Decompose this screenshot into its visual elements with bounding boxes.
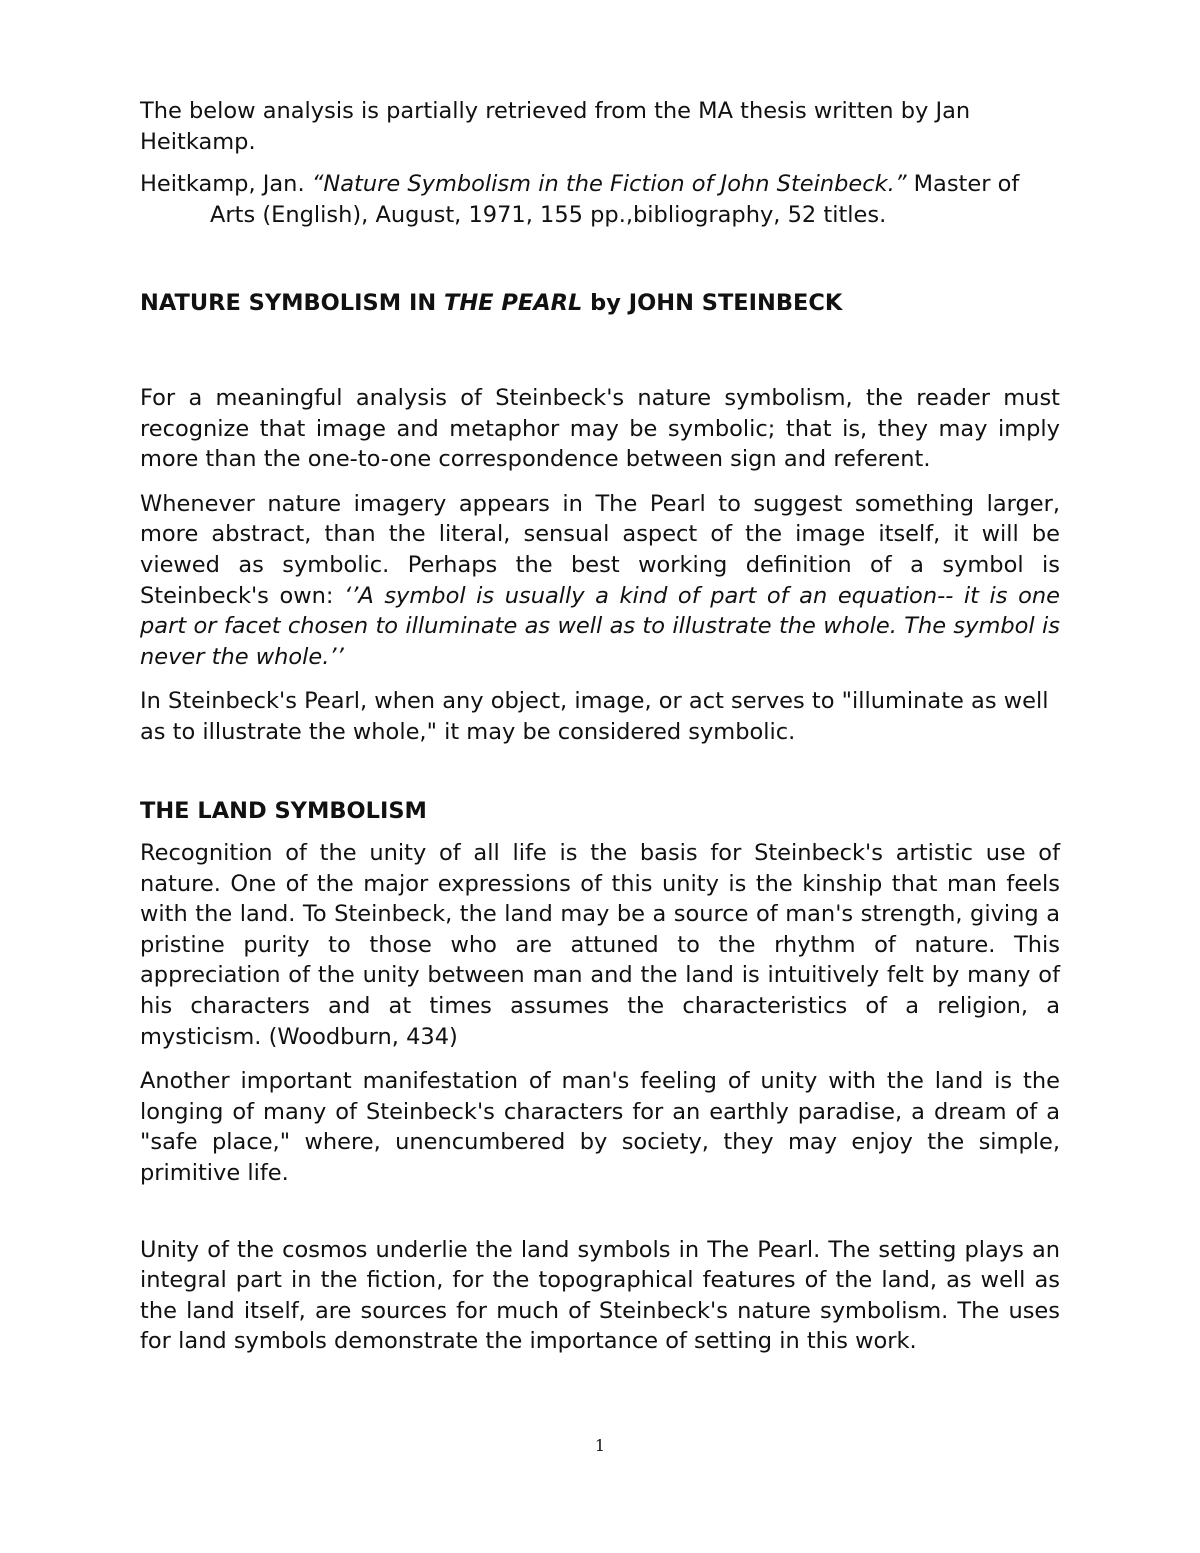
main-heading-book-title: THE PEARL bbox=[443, 290, 583, 317]
land-paragraph-2: Another important manifestation of man's feeling of unity with the land is the longing of many of Steinbeck's characters for an earthly paradise, a dream of a "safe place," where, unencumbered by society, they may enjoy the simple, primitive life. bbox=[140, 1068, 1060, 1187]
main-heading-prefix: NATURE SYMBOLISM IN bbox=[140, 290, 444, 317]
main-heading bbox=[140, 288, 1060, 319]
intro-paragraph: The below analysis is partially retrieved from the MA thesis written by Jan Heitkamp. bbox=[140, 98, 971, 155]
document-page bbox=[140, 96, 1060, 1357]
body-paragraph-2 bbox=[140, 489, 1060, 673]
steinbeck-quote: ‘’A symbol is usually a kind of part of an equation-- it is one part or facet chosen to illuminate as well as to illustrate the whole. The symbol is never the whole.’’ bbox=[140, 582, 1060, 670]
body-paragraph-3: In Steinbeck's Pearl, when any object, image, or act serves to "illuminate as well as to illustrate the whole," it may be considered symbolic. bbox=[140, 688, 1049, 745]
body-paragraph-1: For a meaningful analysis of Steinbeck's nature symbolism, the reader must recognize that image and metaphor may be symbolic; that is, they may imply more than the one-to-one correspondence between sign and referent. bbox=[140, 384, 1060, 473]
citation-details: Master of Arts (English), August, 1971, 155 pp.,bibliography, 52 titles. bbox=[210, 171, 1020, 228]
main-heading-suffix: by JOHN STEINBECK bbox=[582, 290, 843, 317]
body-paragraph-2-lead: Whenever nature imagery appears in The Pearl to suggest something larger, more abstract, than the literal, sensual aspect of the image itself, it will be viewed as symbolic. Perhaps the best working definition of a symbol is Steinbeck's own: bbox=[140, 490, 1060, 609]
land-paragraph-1: Recognition of the unity of all life is the basis for Steinbeck's artistic use of nature. One of the major expressions of this unity is the kinship that man feels with the land. To Steinbeck, the land may be a source of man's strength, giving a pristine purity to those who are attuned to the rhythm of nature. This appreciation of the unity between man and the land is intuitively felt by many of his characters and at times assumes the characteristics of a religion, a mysticism. (Woodburn, 434) bbox=[140, 840, 1060, 1050]
land-paragraph-3: Unity of the cosmos underlie the land symbols in The Pearl. The setting plays an integral part in the fiction, for the topographical features of the land, as well as the land itself, are sources for much of Steinbeck's nature symbolism. The uses for land symbols demonstrate the importance of setting in this work. bbox=[140, 1236, 1060, 1355]
citation-author: Heitkamp, Jan. bbox=[140, 171, 312, 198]
thesis-citation bbox=[140, 169, 1060, 230]
land-symbolism-heading: THE LAND SYMBOLISM bbox=[140, 797, 427, 824]
page-number: 1 bbox=[594, 1436, 606, 1455]
citation-title: “Nature Symbolism in the Fiction of John Steinbeck.” bbox=[311, 171, 907, 198]
